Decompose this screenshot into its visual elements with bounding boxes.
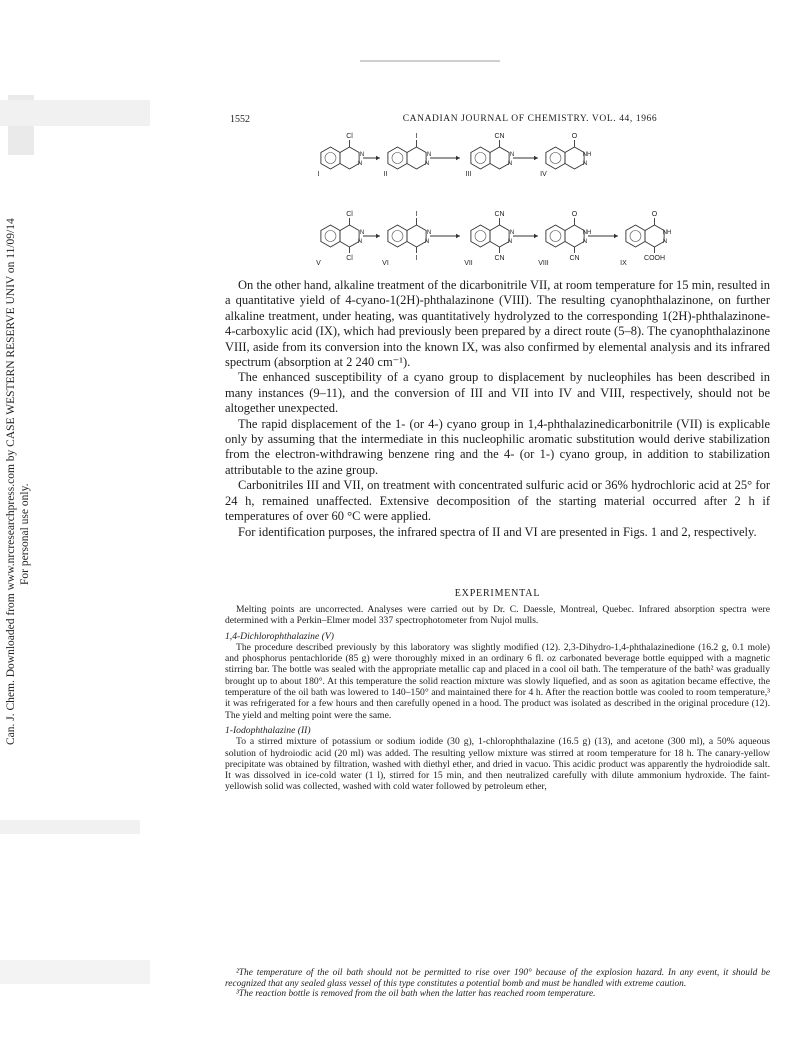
reaction-scheme [300,128,690,273]
reaction-arrowhead [534,156,538,160]
substituent-bottom: CN [494,255,505,262]
diazine-ring [340,225,359,247]
substituent-top: Cl [346,133,353,140]
ring-atom-n: N [582,161,588,167]
substituent-bottom: COOH [644,255,666,262]
faded-bleedthrough [0,100,150,126]
compound-label: IX [620,260,627,267]
aromatic-circle [325,231,336,242]
subsection-title: 1,4-Dichlorophthalazine (V) [225,630,334,642]
compound-label: VIII [538,260,549,267]
page-number: 1552 [230,114,250,125]
subsection-title: 1-Iodophthalazine (II) [225,724,311,736]
compound-label: IV [540,171,547,178]
aromatic-circle [475,153,486,164]
running-head: CANADIAN JOURNAL OF CHEMISTRY. VOL. 44, 1966 [402,114,658,124]
substituent-bottom: Cl [346,255,353,262]
section-heading: EXPERIMENTAL [454,588,541,599]
experimental-section [225,604,770,793]
diazine-ring [490,225,509,247]
diazine-ring [407,225,426,247]
ring-atom-n: N [426,152,432,158]
substituent-top: O [571,211,578,218]
ring-atom-n: N [359,230,365,236]
aromatic-circle [392,153,403,164]
diazine-ring [645,225,664,247]
ring-atom-n: N [507,161,513,167]
substituent-top: CN [494,211,505,218]
ring-atom-n: NH [662,230,672,236]
body-text [225,278,770,540]
ring-atom-n: N [357,239,363,245]
body-paragraph: The rapid displacement of the 1- (or 4-) cyano group in 1,4-phthalazinedicarbonitrile (VII) is explicable only by assuming that the intermediate in this nucleophilic aromatic substitution would derive stabilization from the electron-withdrawing benzene ring and the 4- (or 1-) cyano group, in addition to stabilization attributable to the azine group. [225,416,770,477]
body-paragraph: The enhanced susceptibility of a cyano group to displacement by nucleophiles has been described in many instances (9–11), and the conversion of III and VII into IV and VIII, respectively, should not be altogether unexpected. [225,370,770,416]
reaction-arrowhead [376,234,380,238]
subsection-text: To a stirred mixture of potassium or sodium iodide (30 g), 1-chlorophthalazine (16.5 g) (13), and acetone (300 ml), a 50% aqueous solution of hydroiodic acid (20 ml) was added. The resulting yellow mixture was stirred at room temperature for 18 h. The canary-yellow precipitate was obtained by filtration, washed with diethyl ether, and dried in vacuo. This acidic product was apparently the hydroiodide salt. It was dissolved in ice-cold water (1 l), stirred for 15 min, and then neutralized carefully with dilute ammonium hydroxide. The faint-yellowish solid was collected, washed with cold water followed by petroleum ether, [225,736,770,793]
reaction-arrowhead [376,156,380,160]
faded-bleedthrough [0,820,140,834]
substituent-bottom: CN [569,255,580,262]
ring-atom-n: N [509,230,515,236]
body-paragraph: Carbonitriles III and VII, on treatment with concentrated sulfuric acid or 36% hydrochloric acid at 25° for 24 h, remained unaffected. Extensive decomposition of the starting material occurred after 2 h if temperatures of over 60 °C were applied. [225,478,770,524]
diazine-ring [340,147,359,169]
diazine-ring [565,147,584,169]
substituent-top: I [415,211,418,218]
benzene-ring [321,147,340,169]
ring-atom-n: N [582,239,588,245]
page-header [230,114,770,128]
ring-atom-n: N [507,239,513,245]
aromatic-circle [550,153,561,164]
ring-atom-n: N [662,239,668,245]
aromatic-circle [630,231,641,242]
benzene-ring [471,147,490,169]
substituent-top: I [415,133,418,140]
benzene-ring [388,225,407,247]
ring-atom-n: N [424,239,430,245]
substituent-top: O [571,133,578,140]
faded-bleedthrough [0,960,150,984]
ring-atom-n: N [426,230,432,236]
ring-atom-n: N [359,152,365,158]
benzene-ring [321,225,340,247]
compound-label: III [465,171,472,178]
ring-atom-n: N [509,152,515,158]
compound-label: II [383,171,388,178]
footnote: ²The temperature of the oil bath should not be permitted to rise over 190° because of the explosion hazard. In any event, it should be recognized that any sealed glass vessel of this type constitutes a potential bomb and must be handled with extreme caution. [225,968,770,989]
download-notice-line1: Can. J. Chem. Downloaded from www.nrcresearchpress.com by CASE WESTERN RESERVE UNIV on 11/09/14 [5,218,17,745]
aromatic-circle [550,231,561,242]
scan-smudge [360,60,500,62]
footnotes [225,968,770,1000]
footnote: ³The reaction bottle is removed from the oil bath when the latter has reached room temperature. [236,989,596,1000]
substituent-top: O [651,211,658,218]
ring-atom-n: NH [582,152,592,158]
ring-atom-n: NH [582,230,592,236]
aromatic-circle [325,153,336,164]
aromatic-circle [475,231,486,242]
ring-atom-n: N [357,161,363,167]
diazine-ring [490,147,509,169]
reaction-arrowhead [456,156,460,160]
substituent-top: CN [494,133,505,140]
reaction-arrowhead [456,234,460,238]
body-paragraph: On the other hand, alkaline treatment of the dicarbonitrile VII, at room temperature for 15 min, resulted in a quantitative yield of 4-cyano-1(2H)-phthalazinone (VIII). The resulting cyanophthalazinone, on further alkaline treatment, under heating, was quantitatively hydrolyzed to the corresponding 1(2H)-phthalazinone-4-carboxylic acid (IX), which had previously been prepared by a direct route (5–8). The cyanophthalazinone VIII, aside from its conversion into the known IX, was also confirmed by elemental analysis and its infrared spectrum (absorption at 2 240 cm⁻¹). [225,278,770,370]
reaction-arrowhead [614,234,618,238]
experimental-intro: Melting points are uncorrected. Analyses were carried out by Dr. C. Daessle, Montreal, Quebec. Infrared absorption spectra were determined with a Perkin–Elmer model 337 spectrophotometer from Nujol mulls. [225,604,770,627]
aromatic-circle [392,231,403,242]
substituent-bottom: I [415,255,418,262]
benzene-ring [626,225,645,247]
benzene-ring [388,147,407,169]
diazine-ring [407,147,426,169]
subsection-text: The procedure described previously by this laboratory was slightly modified (12). 2,3-Dihydro-1,4-phthalazinedione (16.2 g, 0.1 mole) and phosphorus pentachloride (85 g) were thoroughly mixed in an ordinary 6 fl. oz carbonated beverage bottle equipped with a magnetic stirring bar. The bottle was sealed with the appropriate metallic cap and placed in a cool oil bath. The temperature of the bath² was gradually brought up to about 180°. At this temperature the solid reaction mixture was slowly liquefied, and as soon as agitation became effective, the temperature of the oil bath was lowered to 140–150° and maintained there for 4 h. After the reaction bottle was cooled to room temperature,³ it was refrigerated for a few hours and then carefully opened in a hood. The product was isolated as described in the original procedure (12). The yield and melting point were the same. [225,641,770,721]
download-notice-line2: For personal use only. [19,483,31,585]
compound-label: I [317,171,320,178]
substituent-top: Cl [346,211,353,218]
compound-label: VII [464,260,473,267]
download-notice [2,215,38,745]
body-paragraph: For identification purposes, the infrared spectra of II and VI are presented in Figs. 1 and 2, respectively. [238,524,757,539]
benzene-ring [471,225,490,247]
compound-label: V [316,260,321,267]
compound-label: VI [382,260,389,267]
benzene-ring [546,225,565,247]
benzene-ring [546,147,565,169]
ring-atom-n: N [424,161,430,167]
reaction-arrowhead [534,234,538,238]
diazine-ring [565,225,584,247]
